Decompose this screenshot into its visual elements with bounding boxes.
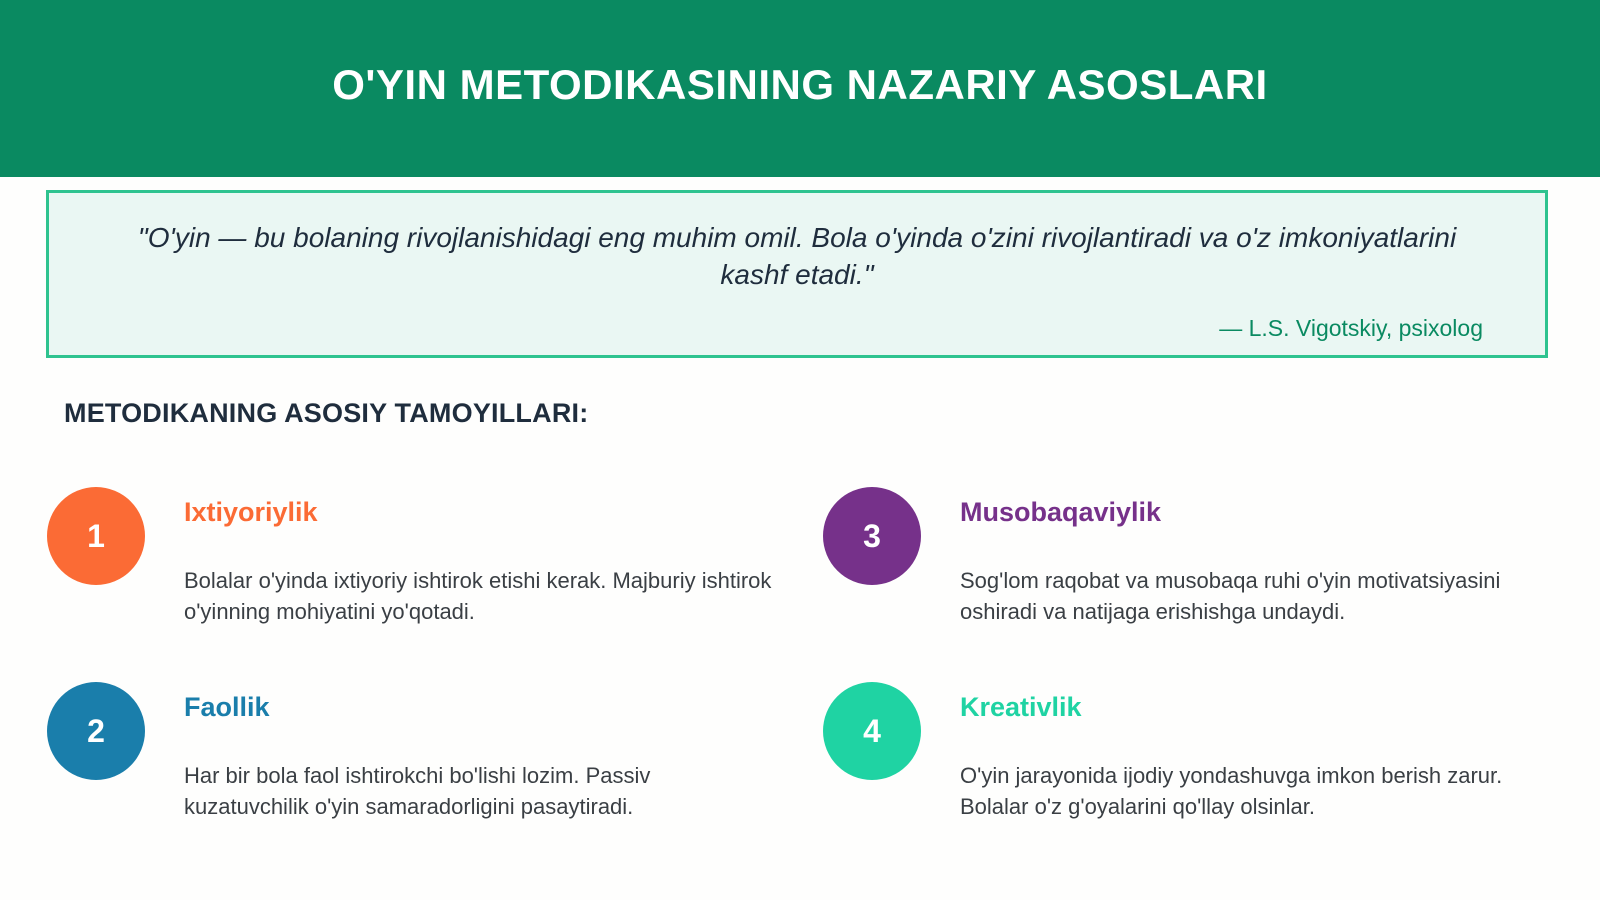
quote-text: "O'yin — bu bolaning rivojlanishidagi eng muhim omil. Bola o'yinda o'zini rivojlantiradi va o'z imkoniyatlarini kashf etadi." (137, 222, 1457, 290)
section-title: METODIKANING ASOSIY TAMOYILLARI: (64, 398, 589, 428)
principle-description: Har bir bola faol ishtirokchi bo'lishi lozim. Passiv kuzatuvchilik o'yin samaradorligini pasaytiradi. (184, 763, 651, 819)
principle-description: Sog'lom raqobat va musobaqa ruhi o'yin motivatsiyasini oshiradi va natijaga erishishga undaydi. (960, 568, 1501, 624)
header-banner (0, 0, 1600, 177)
principle-title: Ixtiyoriylik (184, 497, 318, 527)
number-badge: 1 (47, 487, 145, 585)
principle-item-ixtiyoriylik (47, 487, 772, 637)
number-badge: 2 (47, 682, 145, 780)
principle-item-kreativlik (823, 682, 1543, 832)
principle-description: O'yin jarayonida ijodiy yondashuvga imkon berish zarur. Bolalar o'z g'oyalarini qo'llay olsinlar. (960, 763, 1503, 819)
quote-box (46, 190, 1548, 358)
number-badge: 4 (823, 682, 921, 780)
page-title: O'YIN METODIKASINING NAZARIY ASOSLARI (332, 60, 1268, 108)
principle-title: Faollik (184, 692, 270, 722)
principle-title: Musobaqaviylik (960, 497, 1162, 527)
principle-item-musobaqaviylik (823, 487, 1543, 637)
principle-item-faollik (47, 682, 767, 832)
number-badge: 3 (823, 487, 921, 585)
principle-title: Kreativlik (960, 692, 1082, 722)
quote-author: — L.S. Vigotskiy, psixolog (1219, 315, 1483, 341)
principle-description: Bolalar o'yinda ixtiyoriy ishtirok etishi kerak. Majburiy ishtirok o'yinning mohiyatini yo'qotadi. (184, 568, 772, 624)
